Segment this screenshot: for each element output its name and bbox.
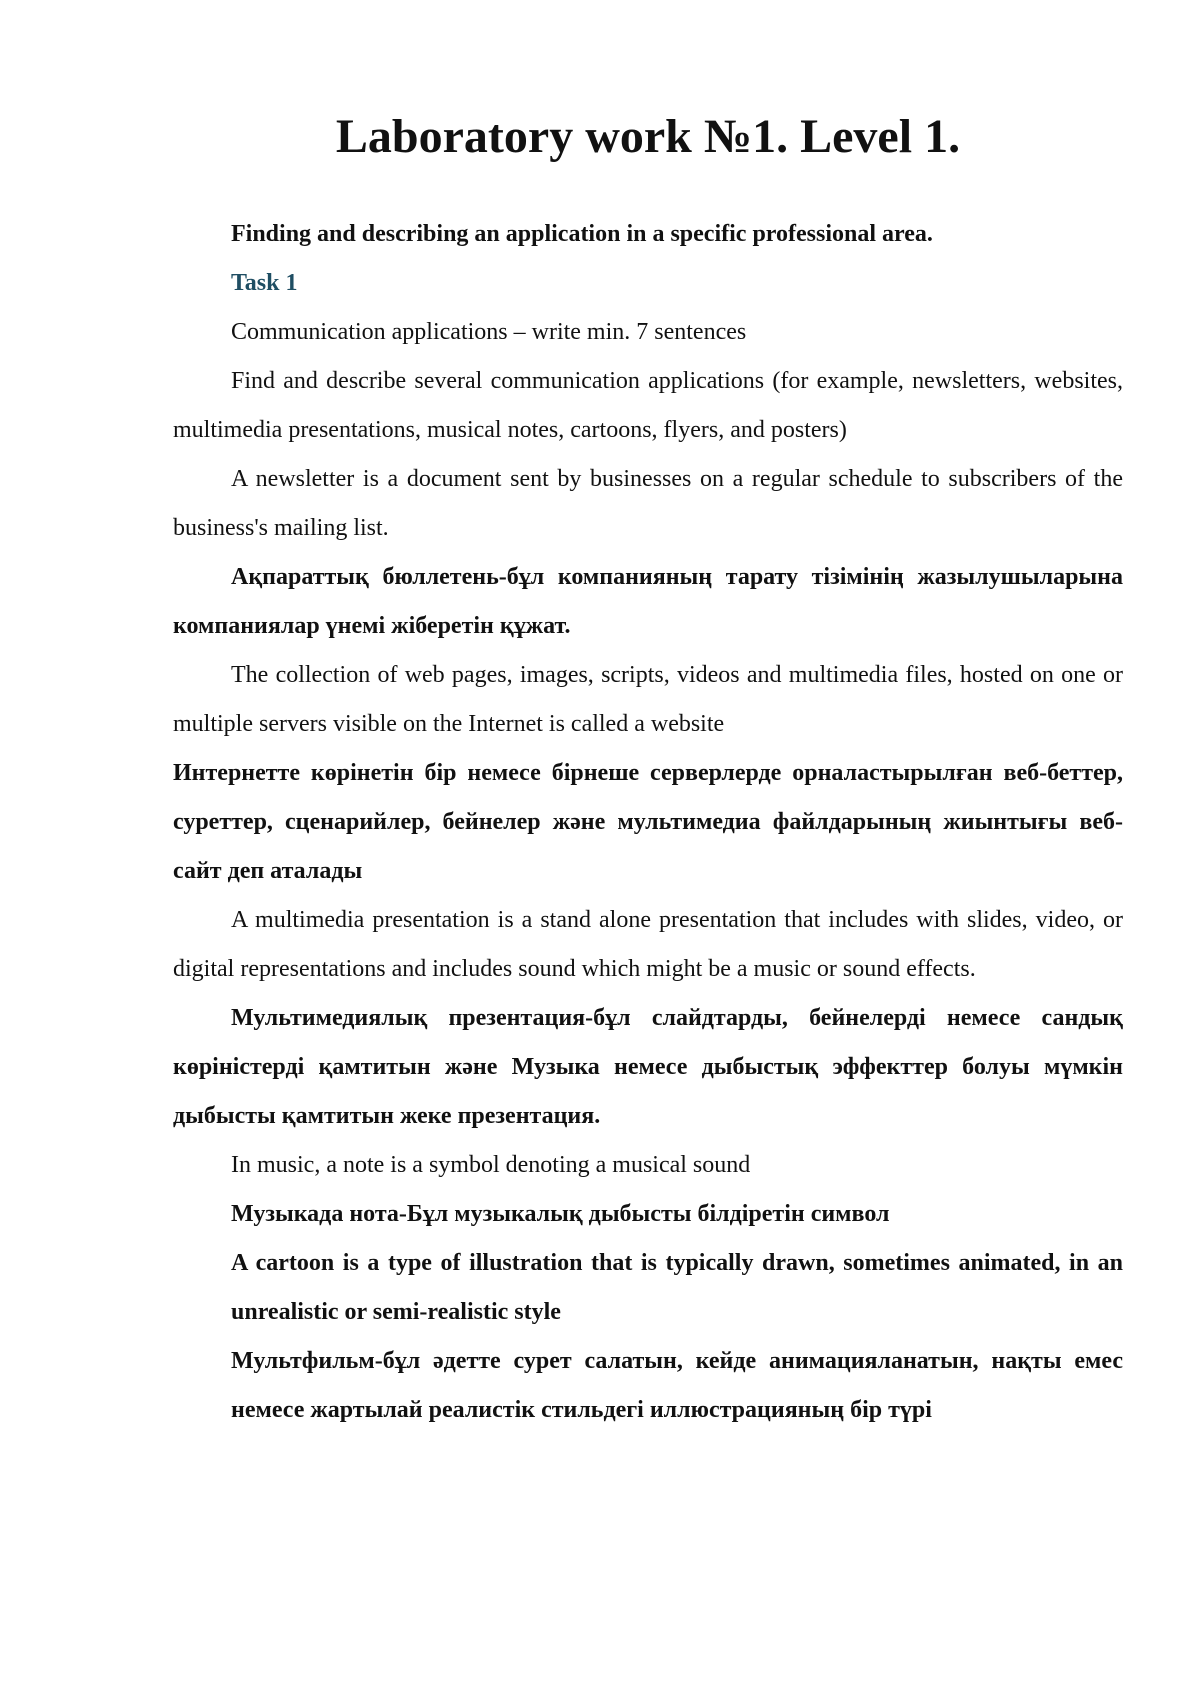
- paragraph-note-kk: Музыкада нота-Бұл музыкалық дыбысты білдіретін символ: [231, 1201, 890, 1227]
- document-subtitle: Finding and describing an application in a specific professional area.: [231, 221, 933, 247]
- paragraph-website-en: The collection of web pages, images, scripts, videos and multimedia files, hosted on one or multiple servers visible on the Internet is called a website: [173, 662, 1123, 737]
- task-instruction: Communication applications – write min. 7 sentences: [231, 319, 747, 345]
- paragraph-cartoon-en: A cartoon is a type of illustration that is typically drawn, sometimes animated, in an unrealistic or semi-realistic style: [231, 1250, 1123, 1325]
- paragraph-multimedia-en: A multimedia presentation is a stand alone presentation that includes with slides, video, or digital representations and includes sound which might be a music or sound effects.: [173, 907, 1123, 982]
- document-title: Laboratory work №1. Level 1.: [335, 110, 961, 163]
- paragraph-cartoon-kk: Мультфильм-бұл әдетте сурет салатын, кейде анимацияланатын, нақты емес немесе жартылай реалистік стильдегі иллюстрацияның бір түрі: [231, 1348, 1123, 1423]
- task-prompt: Find and describe several communication applications (for example, newsletters, websites, multimedia presentations, musical notes, cartoons, flyers, and posters): [173, 368, 1123, 443]
- paragraph-newsletter-kk: Ақпараттық бюллетень-бұл компанияның тарату тізімінің жазылушыларына компаниялар үнемі жіберетін құжат.: [173, 564, 1123, 639]
- paragraph-newsletter-en: A newsletter is a document sent by businesses on a regular schedule to subscribers of the business's mailing list.: [173, 466, 1123, 541]
- blank-line: [173, 161, 1123, 210]
- document-content: [173, 112, 1123, 1435]
- task-heading: Task 1: [231, 270, 298, 296]
- paragraph-multimedia-kk: Мультимедиялық презентация-бұл слайдтарды, бейнелерді немесе сандық көріністерді қамтитын және Музыка немесе дыбыстық эффекттер болуы мүмкін дыбысты қамтитын жеке презентация.: [173, 1005, 1123, 1129]
- paragraph-note-en: In music, a note is a symbol denoting a musical sound: [231, 1152, 751, 1178]
- paragraph-website-kk: Интернетте көрінетін бір немесе бірнеше серверлерде орналастырылған веб-беттер, суреттер, сценарийлер, бейнелер және мультимедиа файлдарының жиынтығы веб-сайт деп аталады: [173, 760, 1123, 884]
